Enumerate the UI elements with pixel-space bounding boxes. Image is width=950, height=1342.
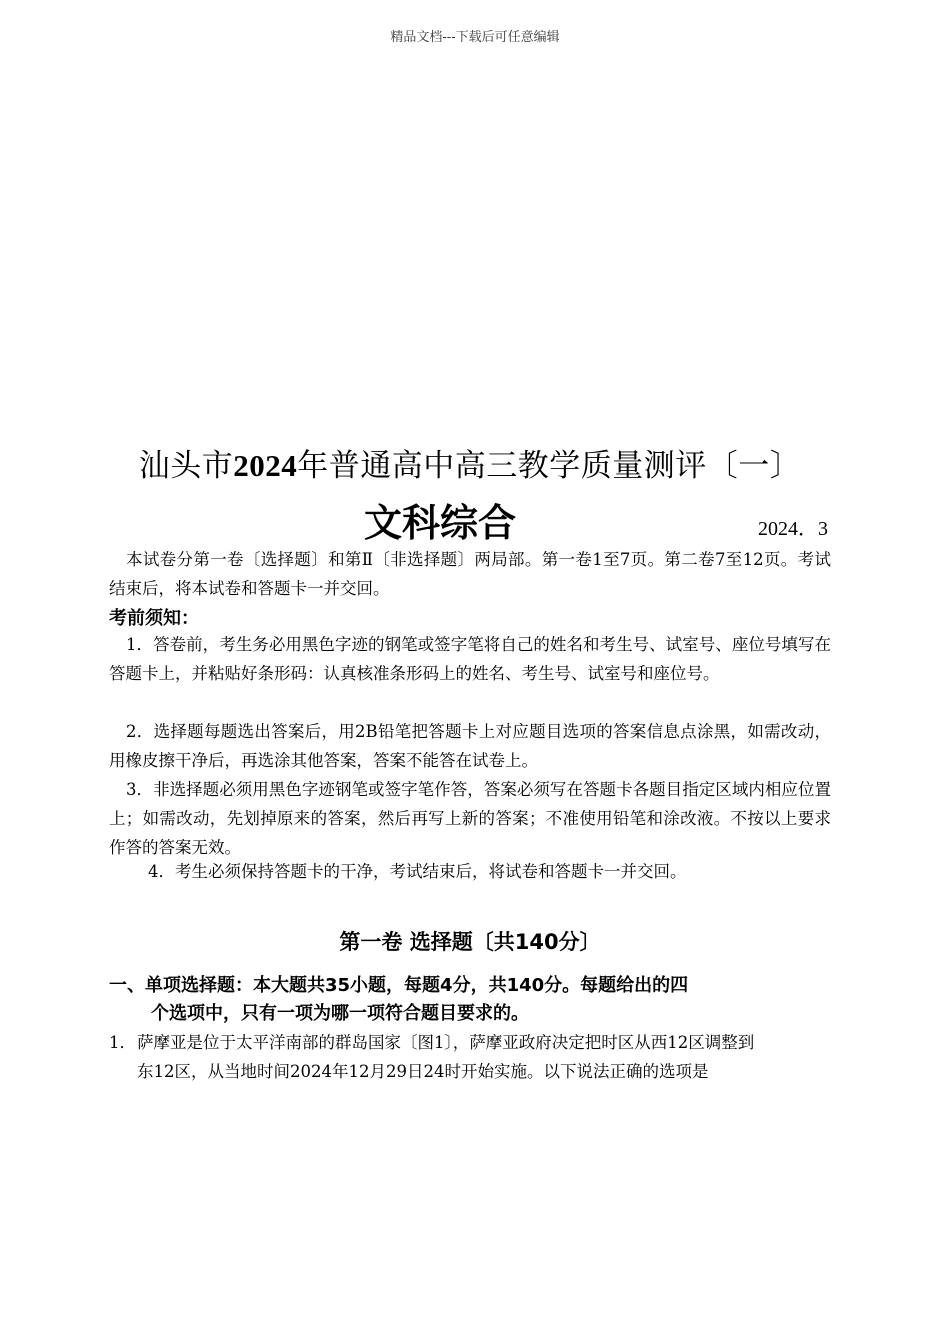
exam-date: 2024．3 bbox=[758, 518, 828, 540]
header-note: 精品文档---下载后可任意编辑 bbox=[390, 30, 560, 45]
section-title: 第一卷 选择题〔共140分〕 bbox=[339, 930, 601, 954]
exam-title bbox=[0, 440, 940, 485]
question-line2: 东12区，从当地时间2024年12月29日24时开始实施。以下说法正确的选项是 bbox=[137, 1062, 709, 1081]
mc-heading-line2: 个选项中，只有一项为哪一项符合题目要求的。 bbox=[151, 1003, 529, 1024]
notice-item-1: 1．答卷前，考生务必用黑色字迹的钢笔或签字笔将自己的姓名和考生号、试室号、座位号填写在答题卡上，并粘贴好条形码：认真核准条形码上的姓名、考生号、试室号和座位号。 bbox=[109, 635, 831, 683]
title-suffix: 年普通高中高三教学质量测评〔一〕 bbox=[297, 448, 802, 484]
intro-paragraph: 本试卷分第一卷〔选择题〕和第Ⅱ〔非选择题〕两局部。第一卷1至7页。第二卷7至12页。考试结束后，将本试卷和答题卡一并交回。 bbox=[109, 550, 831, 598]
notice-item-2: 2．选择题每题选出答案后，用2B铅笔把答题卡上对应题目选项的答案信息点涂黑，如需改动，用橡皮擦干净后，再选涂其他答案，答案不能答在试卷上。 bbox=[109, 722, 831, 770]
multiple-choice-heading bbox=[109, 972, 831, 1028]
notice-item-3: 3．非选择题必须用黑色字迹钢笔或签字笔作答，答案必须写在答题卡各题目指定区域内相应位置上；如需改动，先划掉原来的答案，然后再写上新的答案；不准使用铅笔和涂改液。不按以上要求作答的答案无效。 bbox=[109, 780, 831, 857]
subject-title: 文科综合 bbox=[363, 501, 516, 545]
title-year: 2024 bbox=[233, 448, 298, 483]
notice-heading: 考前须知： bbox=[109, 608, 199, 629]
title-prefix: 汕头市 bbox=[138, 448, 234, 484]
question-line1: 萨摩亚是位于太平洋南部的群岛国家〔图1〕，萨摩亚政府决定把时区从西12区调整到 bbox=[137, 1033, 755, 1052]
notice-item-4: 4．考生必须保持答题卡的干净，考试结束后，将试卷和答题卡一并交回。 bbox=[148, 862, 687, 881]
mc-heading-line1: 一、单项选择题：本大题共35小题，每题4分，共140分。每题给出的四 bbox=[109, 975, 689, 996]
question-1 bbox=[109, 1028, 831, 1086]
question-number: 1． bbox=[109, 1033, 136, 1052]
